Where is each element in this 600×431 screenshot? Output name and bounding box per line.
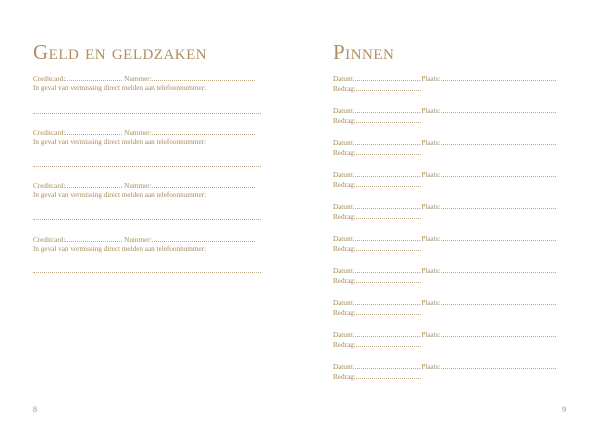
pin-date-row [333, 74, 556, 84]
place-field[interactable] [441, 298, 556, 305]
creditcard-label: Creditcard: [33, 236, 66, 244]
amount-label: Bedrag: [333, 213, 356, 221]
amount-field[interactable] [356, 340, 421, 347]
number-field[interactable] [152, 235, 255, 242]
date-label: Datum: [333, 331, 355, 339]
pin-amount-row [333, 148, 421, 158]
pin-date-row [333, 330, 556, 340]
creditcard-field[interactable] [65, 181, 122, 188]
amount-field[interactable] [356, 84, 421, 91]
phone-field[interactable] [33, 272, 261, 273]
pin-date-row [333, 298, 556, 308]
date-label: Datum: [333, 235, 355, 243]
date-label: Datum: [333, 139, 355, 147]
place-field[interactable] [441, 330, 556, 337]
date-field[interactable] [355, 330, 420, 337]
creditcard-row [33, 181, 255, 191]
date-label: Datum: [333, 267, 355, 275]
date-label: Datum: [333, 75, 355, 83]
number-label: Nummer: [124, 129, 152, 137]
pin-amount-row [333, 84, 421, 94]
place-field[interactable] [441, 170, 556, 177]
pin-date-row [333, 170, 556, 180]
date-field[interactable] [355, 362, 420, 369]
date-field[interactable] [355, 138, 420, 145]
pin-amount-row [333, 372, 421, 382]
place-label: Plaats: [421, 171, 441, 179]
date-field[interactable] [355, 298, 420, 305]
pin-amount-row [333, 340, 421, 350]
place-field[interactable] [441, 202, 556, 209]
place-label: Plaats: [421, 363, 441, 371]
amount-field[interactable] [356, 372, 421, 379]
pin-amount-row [333, 244, 421, 254]
place-label: Plaats: [421, 107, 441, 115]
place-label: Plaats: [421, 139, 441, 147]
date-field[interactable] [355, 74, 420, 81]
pin-amount-row [333, 212, 421, 222]
creditcard-row [33, 128, 255, 138]
date-field[interactable] [355, 234, 420, 241]
loss-note: In geval van vermissing direct melden aan telefoonnummer: [33, 138, 207, 146]
amount-label: Bedrag: [333, 373, 356, 381]
place-field[interactable] [441, 138, 556, 145]
date-field[interactable] [355, 202, 420, 209]
creditcard-row [33, 74, 255, 84]
place-field[interactable] [441, 362, 556, 369]
date-field[interactable] [355, 170, 420, 177]
pin-date-row [333, 106, 556, 116]
amount-label: Bedrag: [333, 181, 356, 189]
number-label: Nummer: [124, 236, 152, 244]
place-label: Plaats: [421, 235, 441, 243]
amount-label: Bedrag: [333, 245, 356, 253]
amount-label: Bedrag: [333, 309, 356, 317]
place-label: Plaats: [421, 203, 441, 211]
phone-field[interactable] [33, 113, 261, 114]
pin-amount-row [333, 276, 421, 286]
number-label: Nummer: [124, 182, 152, 190]
creditcard-field[interactable] [65, 128, 122, 135]
date-label: Datum: [333, 203, 355, 211]
amount-label: Bedrag: [333, 149, 356, 157]
amount-field[interactable] [356, 116, 421, 123]
pin-amount-row [333, 116, 421, 126]
amount-field[interactable] [356, 276, 421, 283]
amount-label: Bedrag: [333, 117, 356, 125]
date-field[interactable] [355, 266, 420, 273]
creditcard-label: Creditcard: [33, 182, 66, 190]
amount-label: Bedrag: [333, 341, 356, 349]
pin-amount-row [333, 308, 421, 318]
place-label: Plaats: [421, 75, 441, 83]
date-label: Datum: [333, 171, 355, 179]
phone-field[interactable] [33, 166, 261, 167]
creditcard-field[interactable] [65, 235, 122, 242]
amount-field[interactable] [356, 244, 421, 251]
number-label: Nummer: [124, 75, 152, 83]
amount-field[interactable] [356, 212, 421, 219]
page-title-right: Pinnen [333, 40, 395, 64]
page-number-left: 8 [33, 405, 37, 414]
place-label: Plaats: [421, 299, 441, 307]
number-field[interactable] [152, 74, 255, 81]
pin-date-row [333, 202, 556, 212]
creditcard-label: Creditcard: [33, 75, 66, 83]
amount-label: Bedrag: [333, 85, 356, 93]
amount-label: Bedrag: [333, 277, 356, 285]
creditcard-row [33, 235, 255, 245]
date-field[interactable] [355, 106, 420, 113]
place-field[interactable] [441, 74, 556, 81]
pin-date-row [333, 362, 556, 372]
place-label: Plaats: [421, 267, 441, 275]
loss-note: In geval van vermissing direct melden aan telefoonnummer: [33, 84, 207, 92]
loss-note: In geval van vermissing direct melden aan telefoonnummer: [33, 191, 207, 199]
pin-amount-row [333, 180, 421, 190]
pin-date-row [333, 266, 556, 276]
creditcard-field[interactable] [65, 74, 122, 81]
place-field[interactable] [441, 106, 556, 113]
loss-note: In geval van vermissing direct melden aan telefoonnummer: [33, 245, 207, 253]
page-number-right: 9 [562, 405, 566, 414]
place-field[interactable] [441, 234, 556, 241]
amount-field[interactable] [356, 180, 421, 187]
right-page [300, 0, 600, 431]
date-label: Datum: [333, 107, 355, 115]
place-label: Plaats: [421, 331, 441, 339]
creditcard-label: Creditcard: [33, 129, 66, 137]
number-field[interactable] [152, 181, 255, 188]
pin-date-row [333, 138, 556, 148]
pin-date-row [333, 234, 556, 244]
amount-field[interactable] [356, 148, 421, 155]
date-label: Datum: [333, 299, 355, 307]
number-field[interactable] [152, 128, 255, 135]
amount-field[interactable] [356, 308, 421, 315]
phone-field[interactable] [33, 219, 261, 220]
date-label: Datum: [333, 363, 355, 371]
place-field[interactable] [441, 266, 556, 273]
page-title-left: Geld en geldzaken [33, 40, 208, 64]
